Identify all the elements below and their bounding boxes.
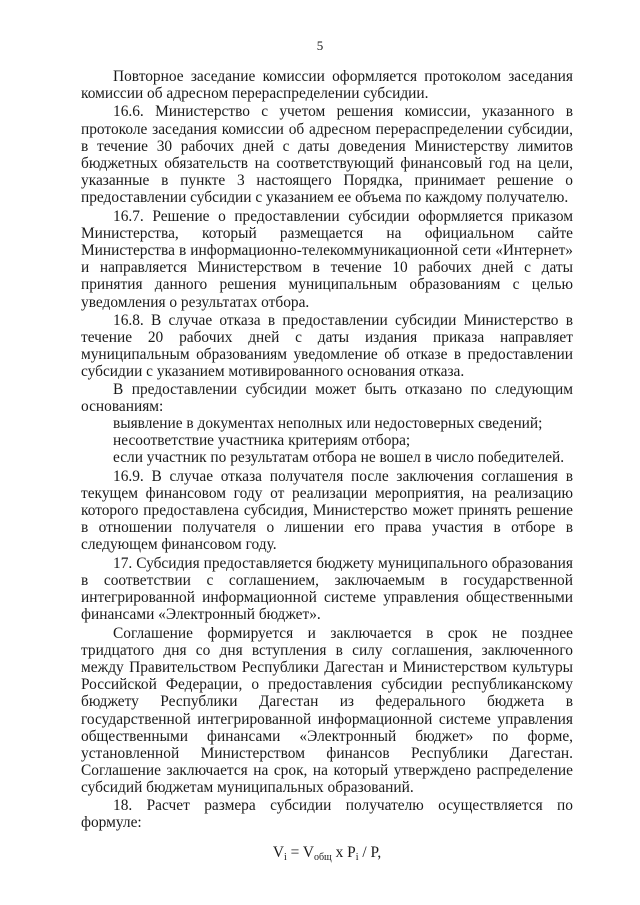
- list-item-refusal-3: если участник по результатам отбора не вошел в число победителей.: [113, 449, 565, 467]
- paragraph-agreement: Соглашение формируется и заключается в срок не позднее тридцатого дня со дня вступления в силу соглашения, заключенного между Правительством Республики Дагестан и Министерством культуры Российской Федерации, о предоставления субсидии республиканскому бюджету Республики Дагестан из федерального бюджета в государственной интегрированной информационной системе управления общественными финансами «Электронный бюджет» по форме, установленной Министерством финансов Республики Дагестан. Соглашение заключается на срок, на который утверждено распределение субсидий бюджетам муниципальных образований.: [81, 624, 573, 797]
- formula-equals: =: [286, 843, 303, 861]
- paragraph-16-8: 16.8. В случае отказа в предоставлении субсидии Министерство в течение 20 рабочих дней с даты издания приказа направляет муниципальным образованиям уведомление об отказе в предоставлении субсидии с указанием мотивированного основания отказа.: [81, 311, 573, 381]
- formula-v: V: [272, 843, 284, 861]
- formula-vobsh-subscript: общ: [313, 851, 332, 863]
- paragraph-repeat-meeting: Повторное заседание комиссии оформляется протоколом заседания комиссии об адресном перераспределении субсидии.: [81, 68, 573, 103]
- formula-times: x: [331, 843, 348, 861]
- formula-v-subscript: i: [283, 851, 287, 863]
- subsidy-formula: [81, 844, 573, 866]
- paragraph-17: 17. Субсидия предоставляется бюджету муниципального образования в соответствии с соглашением, заключаемым в государственной интегрированной информационной системе управления общественными финансами «Электронный бюджет».: [81, 554, 573, 624]
- document-body: [81, 68, 573, 866]
- page-number: 5: [316, 38, 324, 53]
- formula-vobsh: V: [302, 843, 314, 861]
- paragraph-18: 18. Расчет размера субсидии получателю осуществляется по формуле:: [81, 796, 573, 831]
- list-item-refusal-2: несоответствие участника критериям отбора;: [113, 432, 411, 450]
- paragraph-16-7: 16.7. Решение о предоставлении субсидии оформляется приказом Министерства, который размещается на официальном сайте Министерства в информационно-телекоммуникационной сети «Интернет» и направляется Министерством в течение 10 рабочих дней с даты принятия данного решения муниципальным образованиям с целью уведомления о результатах отбора.: [81, 207, 573, 311]
- formula-rest: / P,: [358, 843, 382, 861]
- paragraph-16-9: 16.9. В случае отказа получателя после заключения соглашения в текущем финансовом году от реализации мероприятия, на реализацию которого предоставлена субсидия, Министерство может принять решение в отношении получателя о лишении его права участия в отборе в следующем финансовом году.: [81, 467, 573, 554]
- paragraph-16-6: 16.6. Министерство с учетом решения комиссии, указанного в протоколе заседания комиссии об адресном перераспределении субсидии, в течение 30 рабочих дней с даты доведения Министерству лимитов бюджетных обязательств на соответствующий финансовый год на цели, указанные в пункте 3 настоящего Порядка, принимает решение о предоставлении субсидии с указанием ее объема по каждому получателю.: [81, 103, 573, 207]
- formula-p: P: [347, 843, 356, 861]
- formula-p-subscript: i: [355, 851, 359, 863]
- list-item-refusal-1: выявление в документах неполных или недостоверных сведений;: [113, 415, 543, 433]
- paragraph-refusal-grounds: В предоставлении субсидии может быть отказано по следующим основаниям:: [81, 380, 573, 415]
